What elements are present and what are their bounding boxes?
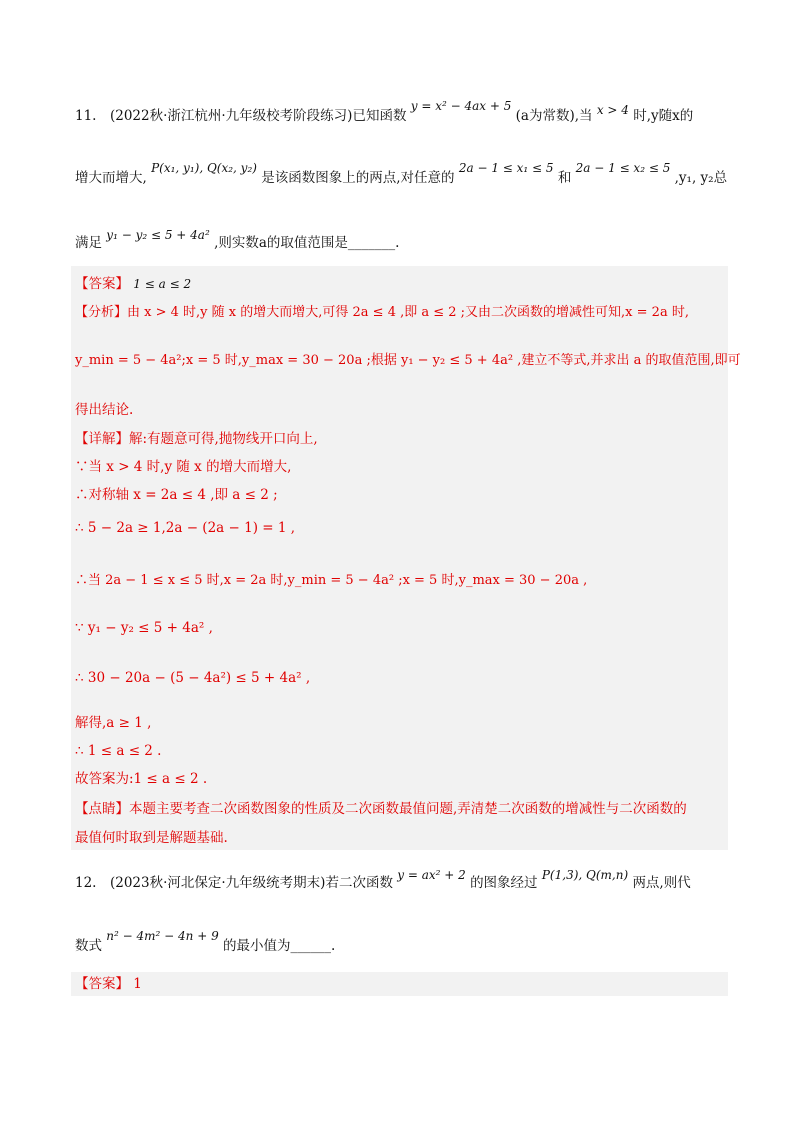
detail11-text-1: ∵当 x > 4 时,y 随 x 的增大而增大,: [75, 459, 292, 475]
q11-line3: [75, 228, 400, 251]
q11-prefix: 11. (2022秋·浙江杭州·九年级校考阶段练习)已知函数: [75, 108, 407, 124]
comment11-tag: 【点睛】: [75, 801, 129, 817]
comment11-line2: [75, 830, 228, 846]
detail11-line1: [75, 459, 291, 475]
q11-line1: [75, 99, 694, 124]
detail11-text-3: ∴ 5 − 2a ≥ 1,2a − (2a − 1) = 1 ,: [75, 520, 296, 536]
comment11-text1: 本题主要考查二次函数图象的性质及二次函数最值问题,弄清楚二次函数的增减性与二次函数的: [129, 801, 687, 817]
analysis11-text3: 得出结论.: [75, 402, 134, 418]
detail11-line3: [75, 520, 295, 536]
q12-points: P(1,3), Q(m,n): [541, 868, 629, 882]
analysis11-line1: [75, 305, 689, 321]
detail11-tag: 【详解】: [75, 431, 129, 447]
q11-condition: x > 4: [596, 103, 629, 117]
q11-range1: 2a − 1 ≤ x₁ ≤ 5: [458, 161, 554, 175]
q12-function: y = ax² + 2: [397, 868, 466, 882]
detail11-line0: [75, 431, 318, 447]
q11-mid: (a为常数),当: [515, 108, 593, 124]
detail11-text-6: ∴ 30 − 20a − (5 − 4a²) ≤ 5 + 4a² ,: [75, 670, 311, 686]
analysis11-text1: 由 x > 4 时,y 随 x 的增大而增大,可得 2a ≤ 4 ,即 a ≤ 2 ;又由二次函数的增减性可知,x = 2a 时,: [127, 305, 689, 320]
q12-mid: 的图象经过: [470, 875, 538, 891]
q11-line2: [75, 161, 728, 186]
answer11-value: 1 ≤ a ≤ 2: [133, 277, 192, 291]
detail11-text-2: ∴对称轴 x = 2a ≤ 4 ,即 a ≤ 2 ;: [75, 487, 278, 503]
q11-line3-prefix: 满足: [75, 235, 102, 251]
q11-points: P(x₁, y₁), Q(x₂, y₂): [151, 161, 257, 175]
q11-line2-mid: 是该函数图象上的两点,对任意的: [261, 170, 455, 186]
q12-expression: n² − 4m² − 4n + 9: [106, 929, 219, 943]
detail11-line6: [75, 670, 310, 686]
answer12-tag: 【答案】: [75, 976, 129, 992]
q11-range2: 2a − 1 ≤ x₂ ≤ 5: [575, 161, 671, 175]
solution-block-12: [71, 972, 728, 996]
detail11-text-5: ∵ y₁ − y₂ ≤ 5 + 4a² ,: [75, 620, 213, 636]
detail11-line5: [75, 620, 213, 636]
answer11-tag: 【答案】: [75, 276, 129, 292]
detail11-line9: [75, 771, 207, 787]
detail11-text-4: ∴当 2a − 1 ≤ x ≤ 5 时,x = 2a 时,y_min = 5 − 4a² ;x = 5 时,y_max = 30 − 20a ,: [75, 573, 588, 588]
answer12-value: 1: [133, 976, 142, 992]
detail11-line8: [75, 743, 161, 759]
q12-line2-prefix: 数式: [75, 938, 102, 954]
answer12-line: [75, 976, 142, 992]
detail11-text-0: 解:有题意可得,抛物线开口向上,: [129, 431, 318, 447]
detail11-text-7: 解得,a ≥ 1 ,: [75, 715, 152, 731]
analysis11-line2: [75, 353, 741, 369]
q12-line2-suffix: 的最小值为______.: [223, 938, 336, 954]
detail11-text-9: 故答案为:1 ≤ a ≤ 2 .: [75, 771, 208, 787]
answer11-line: [75, 276, 191, 292]
q11-line2-suffix: ,y₁, y₂总: [674, 170, 728, 186]
q11-inequality: y₁ − y₂ ≤ 5 + 4a²: [106, 228, 210, 242]
q11-line2-prefix: 增大而增大,: [75, 170, 147, 186]
q12-prefix: 12. (2023秋·河北保定·九年级统考期末)若二次函数: [75, 875, 393, 891]
analysis11-text2: y_min = 5 − 4a²;x = 5 时,y_max = 30 − 20a ;根据 y₁ − y₂ ≤ 5 + 4a² ,建立不等式,并求出 a 的取值范围,即可: [75, 353, 741, 368]
q12-suffix: 两点,则代: [632, 875, 691, 891]
detail11-line7: [75, 715, 151, 731]
q12-line2: [75, 929, 336, 954]
analysis11-line3: [75, 402, 133, 418]
q11-and: 和: [557, 170, 572, 186]
q11-function: y = x² − 4ax + 5: [410, 99, 512, 113]
q11-line3-suffix: ,则实数a的取值范围是_______.: [214, 235, 400, 251]
comment11-line1: [75, 801, 687, 817]
comment11-text2: 最值何时取到是解题基础.: [75, 830, 228, 846]
detail11-line2: [75, 487, 278, 503]
q11-suffix: 时,y随x的: [633, 108, 694, 124]
analysis11-tag: 【分析】: [75, 305, 128, 320]
q12-line1: [75, 868, 691, 891]
detail11-line4: [75, 573, 587, 589]
detail11-text-8: ∴ 1 ≤ a ≤ 2 .: [75, 743, 162, 759]
